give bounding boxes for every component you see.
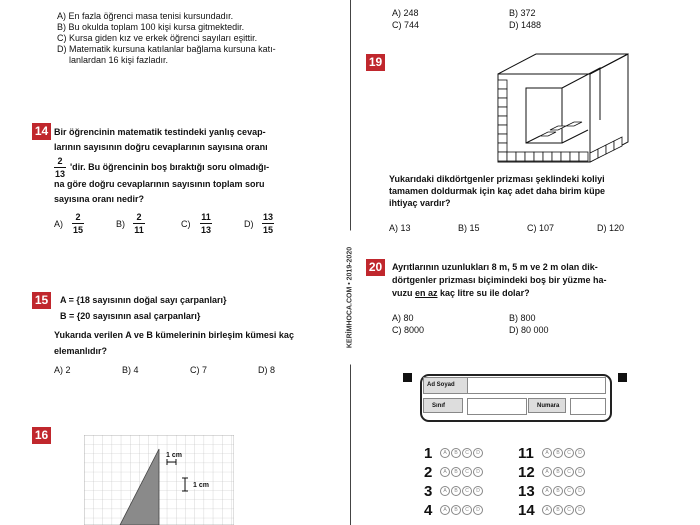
q14-line1: Bir öğrencinin matematik testindeki yanlış cevap- (54, 127, 266, 137)
q20-option-c: C) 8000 (392, 325, 425, 335)
bubble-c[interactable]: C (564, 467, 574, 477)
q14-option-d-fraction: 13 15 (262, 212, 273, 235)
q15-option-d: D) 8 (258, 365, 276, 375)
bubble-b[interactable]: B (451, 448, 461, 458)
q13-option-d-cont: lanlardan 16 kişi fazladır. (69, 55, 169, 65)
q19-line2: tamamen doldurmak için kaç adet daha birim küpe (389, 186, 606, 196)
bubble-d[interactable]: D (473, 505, 483, 515)
q20-line2: dörtgenler prizması biçimindeki boş bir yüzme ha- (392, 275, 607, 285)
q19-line1: Yukarıdaki dikdörtgenler prizması şeklindeki koliyi (389, 174, 605, 184)
q16-label-horizontal: 1 cm (166, 452, 182, 459)
q14-option-a-fraction: 2 15 (72, 212, 83, 235)
bubble-c[interactable]: C (462, 505, 472, 515)
bubble-b[interactable]: B (553, 486, 563, 496)
bubble-b[interactable]: B (451, 486, 461, 496)
bubble-d[interactable]: D (473, 467, 483, 477)
bubble-d[interactable]: D (575, 467, 585, 477)
q20-line1: Ayrıtlarının uzunlukları 8 m, 5 m ve 2 m olan dik- (392, 262, 598, 272)
q18-option-c: C) 744 (392, 20, 420, 30)
q15-set-a: A = {18 sayısının doğal sayı çarpanları} (60, 295, 227, 305)
answer-row-1[interactable]: 1 A B C D (424, 444, 484, 462)
q20-line3: vuzu en az kaç litre su ile dolar? (392, 288, 530, 298)
q14-line4: na göre doğru cevaplarının sayısının toplam soru (54, 179, 265, 189)
q14-ratio-fraction: 2 13 (54, 156, 65, 179)
bubble-c[interactable]: C (462, 467, 472, 477)
q19-box-figure (470, 50, 630, 168)
q16-label-vertical: 1 cm (193, 482, 209, 489)
q14-option-c-fraction: 11 13 (200, 212, 211, 235)
bubble-c[interactable]: C (564, 486, 574, 496)
bubble-a[interactable]: A (542, 486, 552, 496)
q19-option-a: A) 13 (389, 223, 411, 233)
bubble-c[interactable]: C (564, 448, 574, 458)
q19-option-b: B) 15 (458, 223, 480, 233)
name-field[interactable] (467, 377, 606, 394)
bubble-d[interactable]: D (473, 486, 483, 496)
bubble-a[interactable]: A (440, 486, 450, 496)
q14-option-c-label: C) (181, 219, 191, 229)
q13-option-d: D) Matematik kursuna katılanlar bağlama kursuna katı- (57, 44, 276, 54)
class-field[interactable] (467, 398, 527, 415)
question-number-16: 16 (32, 427, 51, 444)
q20-option-d: D) 80 000 (509, 325, 549, 335)
q18-option-a: A) 248 (392, 8, 419, 18)
q13-options (57, 11, 342, 66)
bubble-d[interactable]: D (575, 505, 585, 515)
bubble-b[interactable]: B (553, 505, 563, 515)
bubble-a[interactable]: A (440, 467, 450, 477)
q19-option-d: D) 120 (597, 223, 625, 233)
bubble-c[interactable]: C (462, 486, 472, 496)
q19-line3: ihtiyaç vardır? (389, 198, 451, 208)
name-label: Ad Soyad (423, 377, 468, 394)
q19-unit-cubes (498, 80, 622, 162)
q15-set-b: B = {20 sayısının asal çarpanları} (60, 311, 201, 321)
q20-option-b: B) 800 (509, 313, 536, 323)
bubble-d[interactable]: D (575, 486, 585, 496)
bubble-d[interactable]: D (473, 448, 483, 458)
corner-mark-right (618, 373, 627, 382)
bubble-a[interactable]: A (542, 505, 552, 515)
q14-option-d-label: D) (244, 219, 254, 229)
answer-row-4[interactable]: 4 A B C D (424, 501, 484, 519)
bubble-a[interactable]: A (542, 448, 552, 458)
bubble-b[interactable]: B (553, 467, 563, 477)
bubble-b[interactable]: B (553, 448, 563, 458)
q18-option-b: B) 372 (509, 8, 536, 18)
question-number-15: 15 (32, 292, 51, 309)
bubble-b[interactable]: B (451, 505, 461, 515)
corner-mark-left (403, 373, 412, 382)
q15-option-a: A) 2 (54, 365, 71, 375)
answer-row-13[interactable]: 13 A B C D (518, 482, 586, 500)
q15-option-c: C) 7 (190, 365, 208, 375)
q15-line1: Yukarıda verilen A ve B kümelerinin birleşim kümesi kaç (54, 330, 294, 340)
q14-option-b-fraction: 2 11 (134, 212, 144, 235)
class-label: Sınıf (423, 398, 463, 413)
q13-option-a: A) En fazla öğrenci masa tenisi kursundadır. (57, 11, 234, 21)
q18-option-d: D) 1488 (509, 20, 542, 30)
q19-option-c: C) 107 (527, 223, 555, 233)
number-field[interactable] (570, 398, 606, 415)
q20-option-a: A) 80 (392, 313, 414, 323)
answer-row-14[interactable]: 14 A B C D (518, 501, 586, 519)
bubble-a[interactable]: A (440, 448, 450, 458)
q14-line5: sayısına oranı nedir? (54, 194, 145, 204)
bubble-a[interactable]: A (440, 505, 450, 515)
q14-option-b-label: B) (116, 219, 125, 229)
bubble-d[interactable]: D (575, 448, 585, 458)
answer-row-3[interactable]: 3 A B C D (424, 482, 484, 500)
q15-option-b: B) 4 (122, 365, 139, 375)
bubble-a[interactable]: A (542, 467, 552, 477)
q14-option-a-label: A) (54, 219, 63, 229)
question-number-14: 14 (32, 123, 51, 140)
answer-row-2[interactable]: 2 A B C D (424, 463, 484, 481)
bubble-c[interactable]: C (564, 505, 574, 515)
q13-option-b: B) Bu okulda toplam 100 kişi kursa gitmektedir. (57, 22, 245, 32)
answer-row-11[interactable]: 11 A B C D (518, 444, 586, 462)
answer-row-12[interactable]: 12 A B C D (518, 463, 586, 481)
number-label: Numara (528, 398, 566, 413)
q13-option-c: C) Kursa giden kız ve erkek öğrenci sayıları eşittir. (57, 33, 258, 43)
question-number-20: 20 (366, 259, 385, 276)
question-number-19: 19 (366, 54, 385, 71)
bubble-b[interactable]: B (451, 467, 461, 477)
q15-line2: elemanlıdır? (54, 346, 108, 356)
q14-line2: larının sayısının doğru cevaplarının sayısına oranı (54, 142, 268, 152)
q16-grid-figure (84, 435, 234, 525)
q14-line3: 'dir. Bu öğrencinin boş bıraktığı soru olmadığı- (70, 162, 270, 172)
bubble-c[interactable]: C (462, 448, 472, 458)
